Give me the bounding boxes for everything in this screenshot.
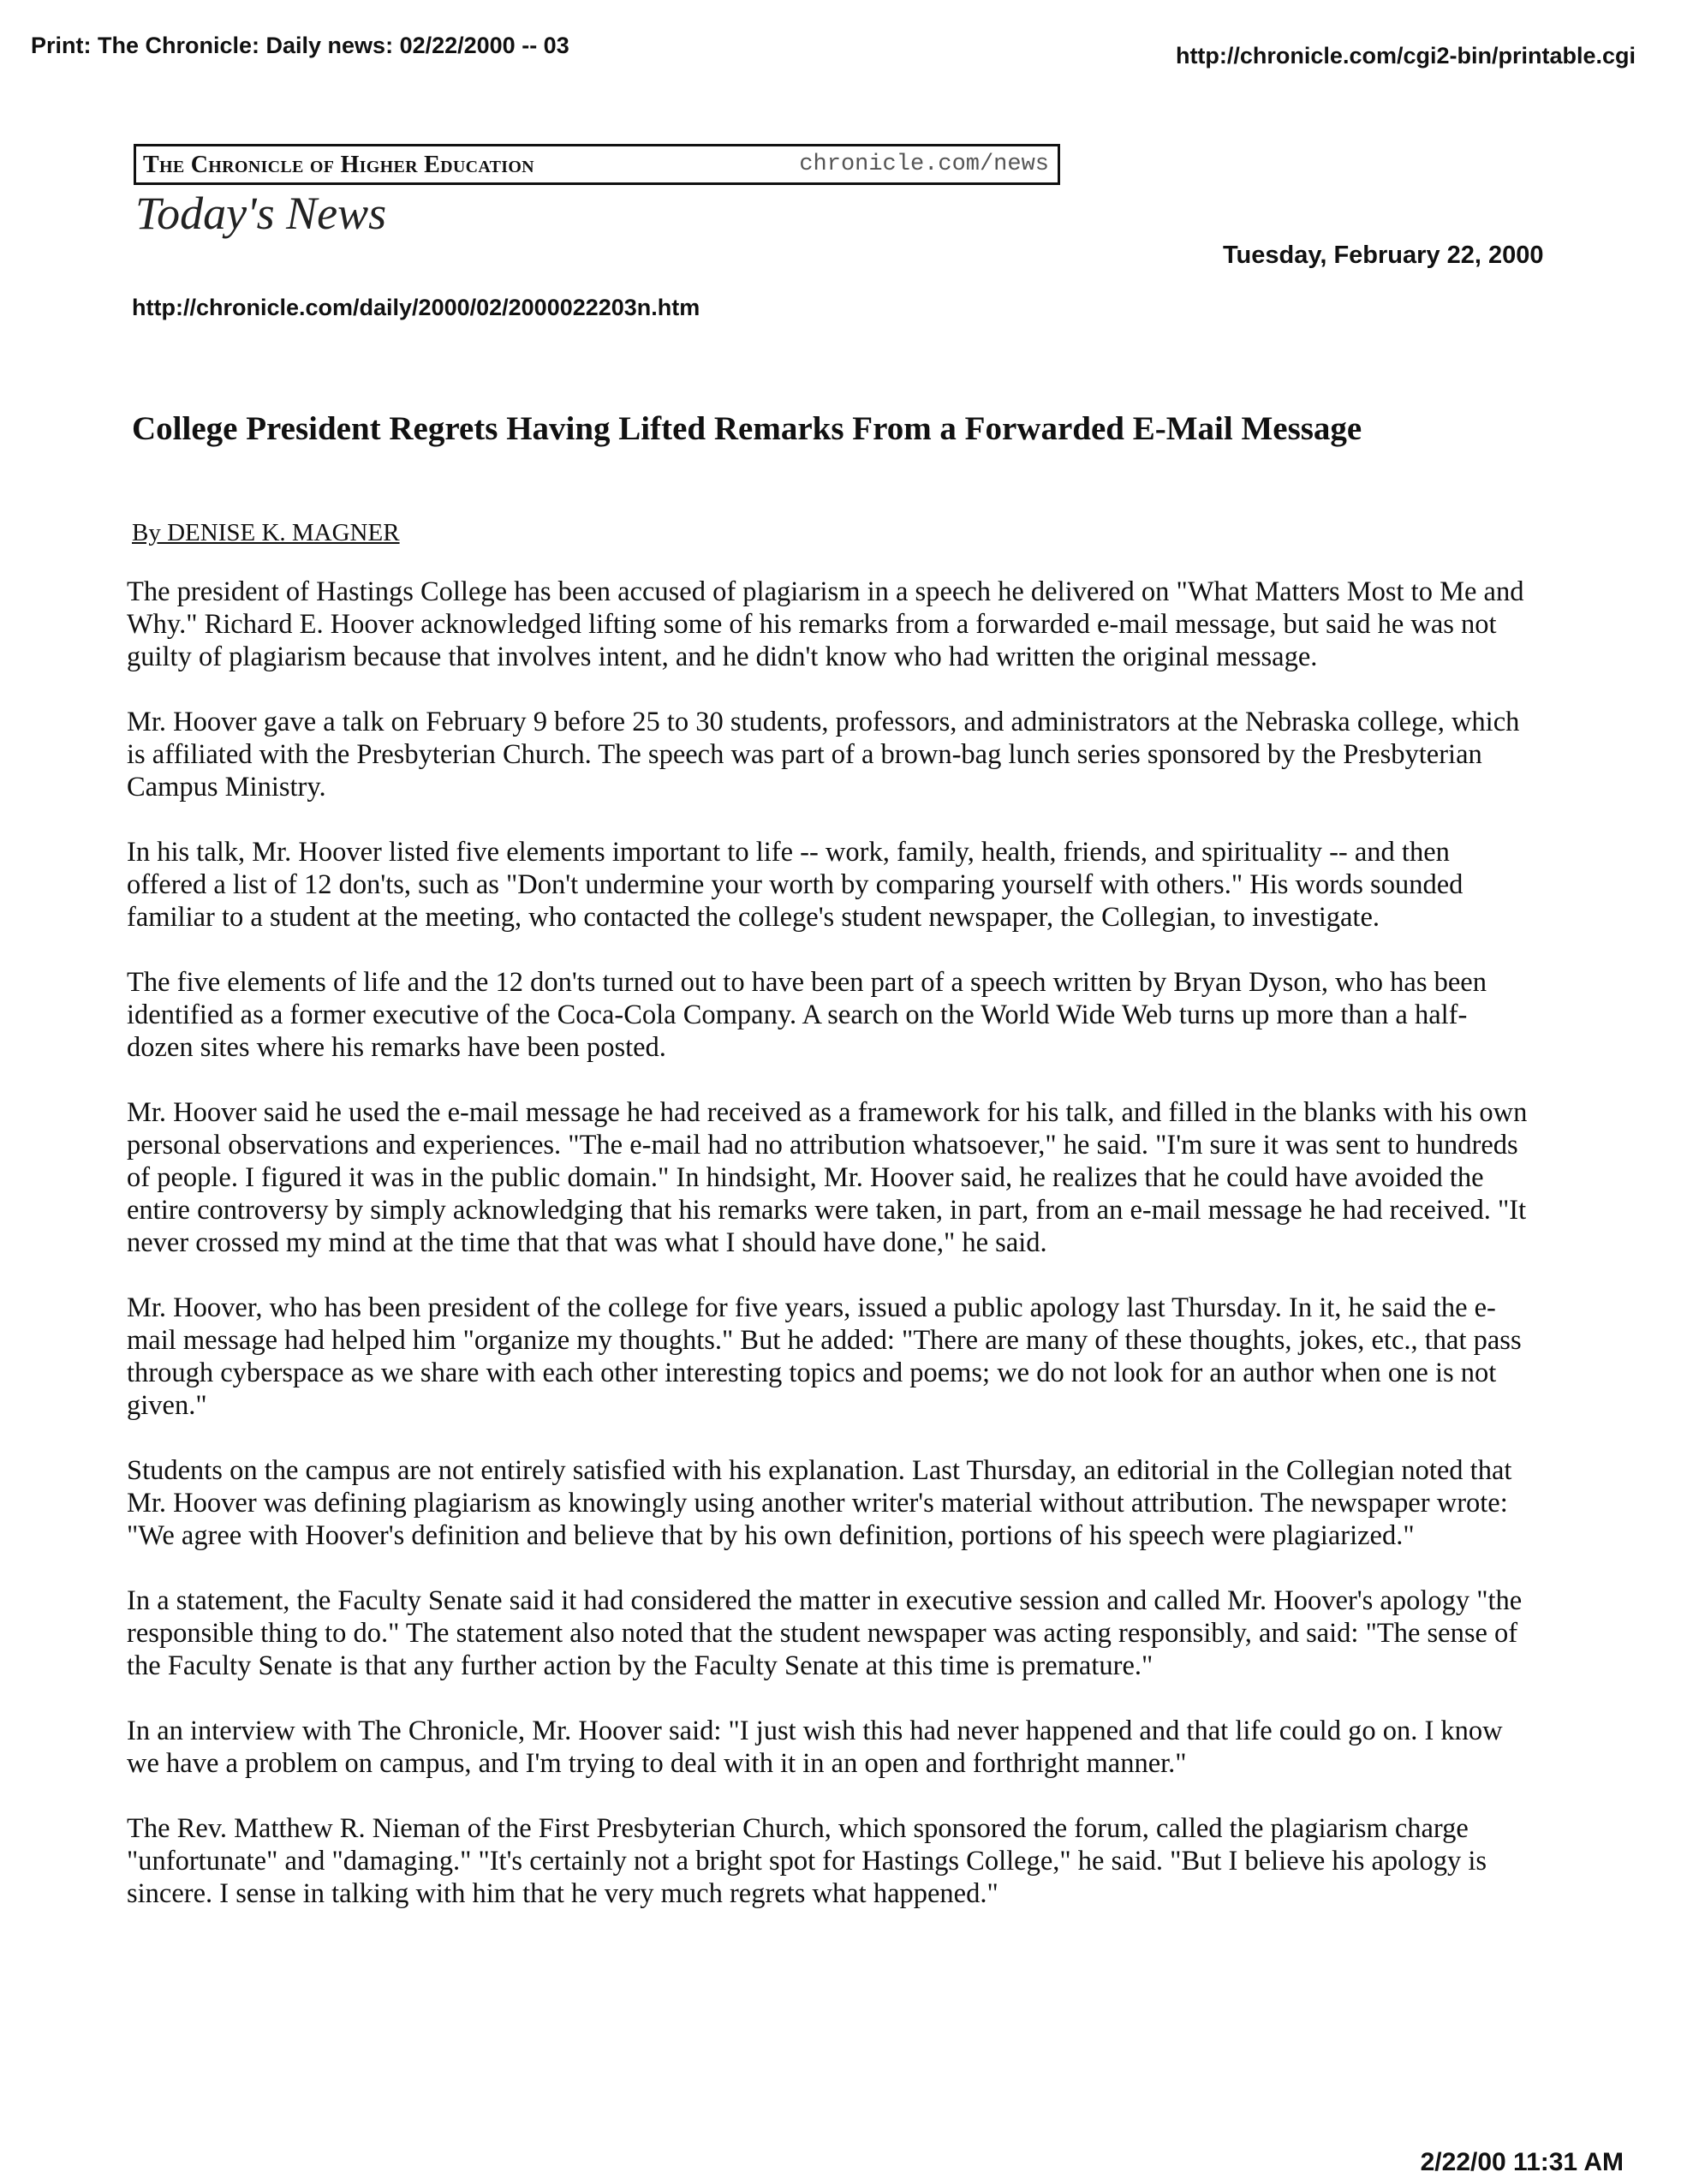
publish-date: Tuesday, February 22, 2000 <box>1223 242 1544 269</box>
article-paragraph: Mr. Hoover said he used the e-mail message he had received as a framework for his talk, and filled in the blanks with his own personal observations and experiences. "The e-mail had no attribution whatsoever," he said. "I'm sure it was sent to hundreds of people. I figured it was in the public domain." In hindsight, Mr. Hoover said, he realizes that he could have avoided the entire controversy by simply acknowledging that his remarks were taken, in part, from an e-mail message he had received. "It never crossed my mind at the time that that was what I should have done," he said. <box>127 1097 1528 1258</box>
print-header-url: http://chronicle.com/cgi2-bin/printable.cgi <box>1175 43 1636 69</box>
publication-name: The Chronicle of Higher Education <box>143 152 534 178</box>
article-byline: By DENISE K. MAGNER <box>132 519 400 546</box>
masthead-site-link[interactable]: chronicle.com/news <box>799 152 1049 177</box>
article-headline: College President Regrets Having Lifted Remarks From a Forwarded E-Mail Message <box>132 410 1362 447</box>
article-paragraph: In his talk, Mr. Hoover listed five elements important to life -- work, family, health, friends, and spirituality -- and then offered a list of 12 don'ts, such as "Don't undermine your worth by comparing yourself with others." His words sounded familiar to a student at the meeting, who contacted the college's student newspaper, the Collegian, to investigate. <box>127 837 1463 933</box>
print-header-title: Print: The Chronicle: Daily news: 02/22/2000 -- 03 <box>31 33 569 58</box>
article-paragraph: The president of Hastings College has been accused of plagiarism in a speech he delivered on "What Matters Most to Me and Why." Richard E. Hoover acknowledged lifting some of his remarks from a forwarded e-mail message, but said he was not guilty of plagiarism because that involves intent, and he didn't know who had written the original message. <box>127 576 1524 672</box>
article-body <box>127 576 1531 1942</box>
article-paragraph: Mr. Hoover gave a talk on February 9 before 25 to 30 students, professors, and administrators at the Nebraska college, which is affiliated with the Presbyterian Church. The speech was part of a brown-bag lunch series sponsored by the Presbyterian Campus Ministry. <box>127 707 1520 803</box>
article-paragraph: In an interview with The Chronicle, Mr. Hoover said: "I just wish this had never happened and that life could go on. I know we have a problem on campus, and I'm trying to deal with it in an open and forthright manner." <box>127 1716 1503 1779</box>
article-paragraph: Mr. Hoover, who has been president of the college for five years, issued a public apology last Thursday. In it, he said the e-mail message had helped him "organize my thoughts." But he added: "There are many of these thoughts, jokes, etc., that pass through cyberspace as we share with each other interesting topics and poems; we do not look for an author when one is not given." <box>127 1292 1522 1421</box>
print-timestamp: 2/22/00 11:31 AM <box>1420 2148 1624 2176</box>
article-paragraph: The five elements of life and the 12 don'ts turned out to have been part of a speech written by Bryan Dyson, who has been identified as a former executive of the Coca-Cola Company. A search on the World Wide Web turns up more than a half-dozen sites where his remarks have been posted. <box>127 967 1487 1063</box>
article-paragraph: In a statement, the Faculty Senate said it had considered the matter in executive session and called Mr. Hoover's apology "the responsible thing to do." The statement also noted that the student newspaper was acting responsibly, and said: "The sense of the Faculty Senate is that any further action by the Faculty Senate at this time is premature." <box>127 1585 1523 1681</box>
article-paragraph: The Rev. Matthew R. Nieman of the First Presbyterian Church, which sponsored the forum, called the plagiarism charge "unfortunate" and "damaging." "It's certainly not a bright spot for Hastings College," he said. "But I believe his apology is sincere. I sense in talking with him that he very much regrets what happened." <box>127 1813 1487 1909</box>
article-paragraph: Students on the campus are not entirely satisfied with his explanation. Last Thursday, an editorial in the Collegian noted that Mr. Hoover was defining plagiarism as knowingly using another writer's material without attribution. The newspaper wrote: "We agree with Hoover's definition and believe that by his own definition, portions of his speech were plagiarized." <box>127 1455 1512 1551</box>
section-title: Today's News <box>135 188 387 239</box>
masthead-banner <box>134 144 1060 185</box>
article-url: http://chronicle.com/daily/2000/02/2000022203n.htm <box>132 295 700 320</box>
